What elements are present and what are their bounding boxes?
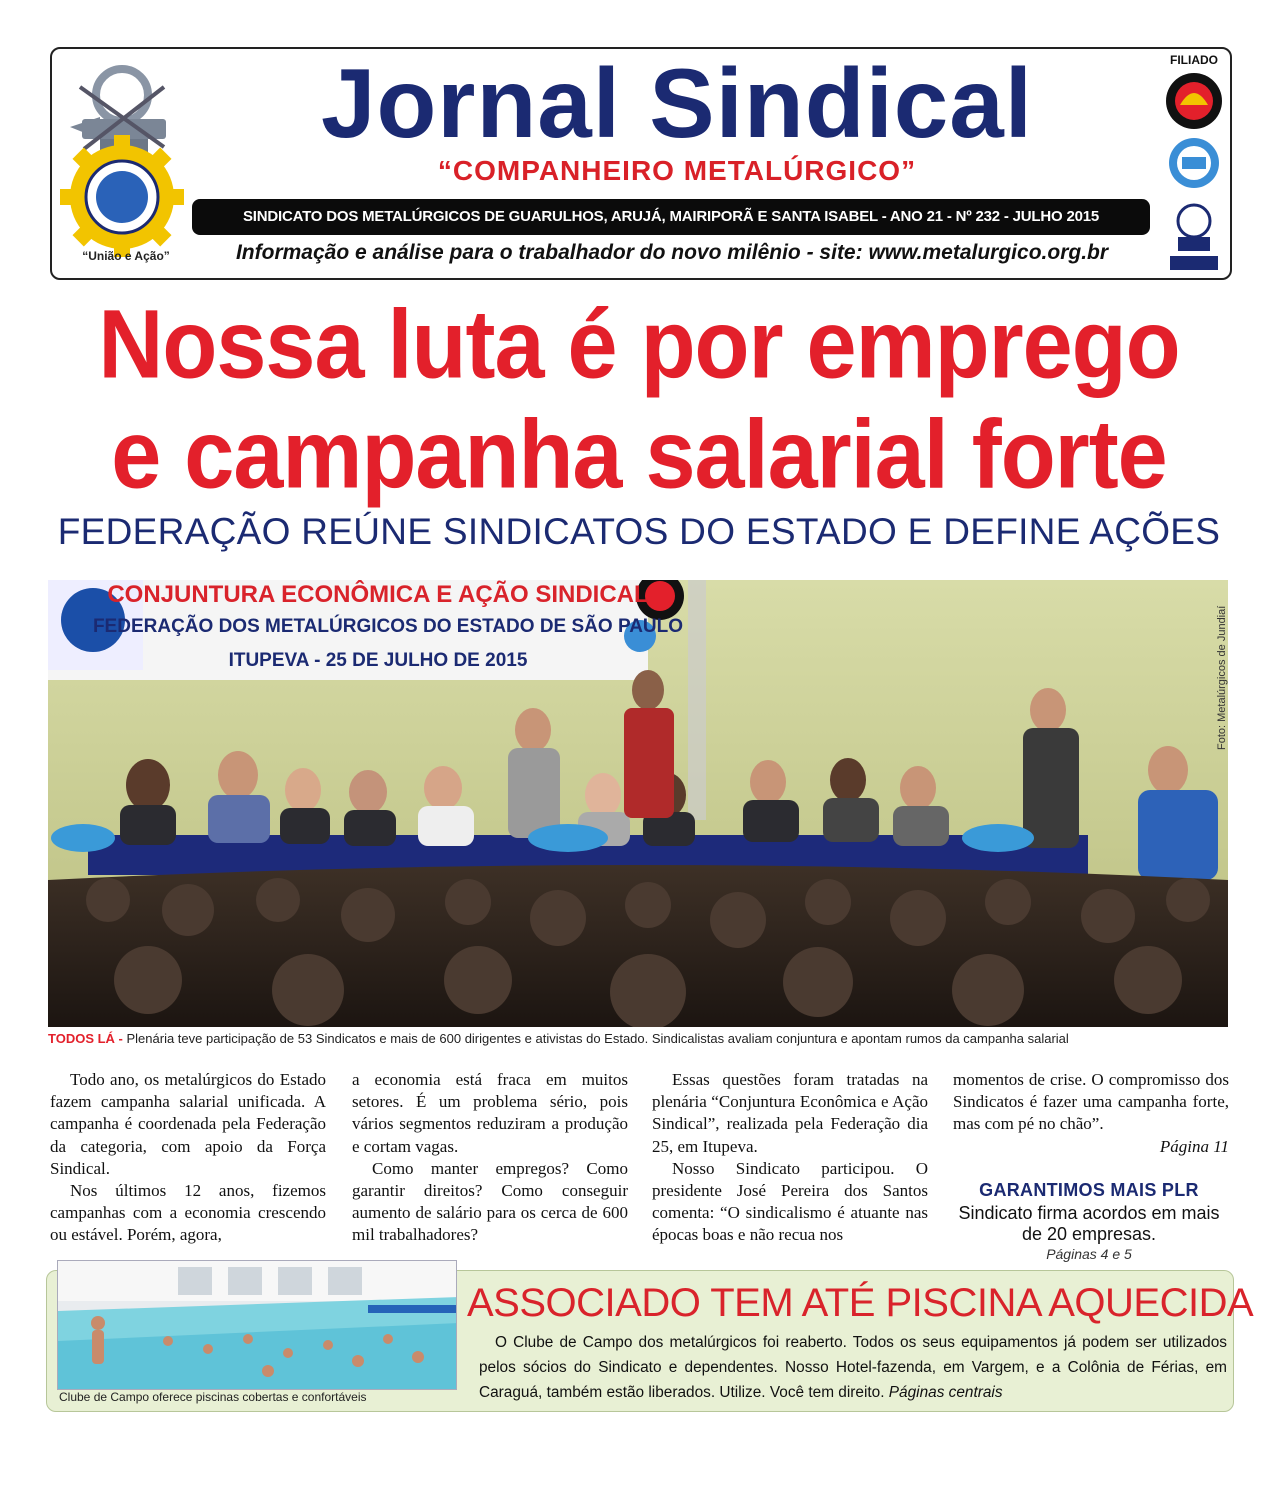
paragraph: Como manter empregos? Como garantir direitos? Como conseguir aumento de salário para os cerca de 600 mil trabalhadores?	[352, 1158, 628, 1245]
pool-photo-caption: Clube de Campo oferece piscinas cobertas e confortáveis	[59, 1390, 367, 1404]
headline-line-2: e campanha salarial forte	[111, 401, 1167, 510]
paragraph: Todo ano, os metalúrgicos do Estado fazem campanha salarial unificada. A campanha é coordenada pela Federação da categoria, com apoio da Força Sindical.	[50, 1070, 326, 1178]
caption-text: Plenária teve participação de 53 Sindicatos e mais de 600 dirigentes e ativistas do Estado. Sindicalistas avaliam conjuntura e apontam rumos da campanha salarial	[126, 1031, 1069, 1046]
page-reference: Página 11	[1159, 1136, 1229, 1156]
main-photo	[48, 580, 1228, 1027]
photo-caption	[48, 1031, 1230, 1046]
affiliations	[1158, 51, 1230, 277]
plr-title: GARANTIMOS MAIS PLR	[979, 1180, 1199, 1200]
masthead	[50, 47, 1232, 280]
pool-text-body: O Clube de Campo dos metalúrgicos foi reaberto. Todos os seus equipamentos já podem ser utilizados pelos sócios do Sindicato e dependentes. Nosso Hotel-fazenda, em Vargem, e a Colônia de Férias, em Caraguá, também estão liberados. Utilize. Você tem direito.	[479, 1334, 1227, 1401]
newspaper-title: Jornal Sindical	[320, 48, 1034, 158]
plr-page-reference: Páginas 4 e 5	[1046, 1246, 1132, 1262]
pool-headline: ASSOCIADO TEM ATÉ PISCINA AQUECIDA	[467, 1281, 1254, 1325]
photo-credit: Foto: Metalúrgicos de Jundiaí	[1216, 605, 1228, 750]
tagline: Informação e análise para o trabalhador do novo milênio - site: www.metalurgico.org.br	[235, 241, 1109, 264]
plr-teaser	[948, 1180, 1230, 1262]
pool-photo	[57, 1260, 457, 1390]
plenary-photo-illustration	[48, 580, 1228, 1027]
paragraph: Essas questões foram tratadas na plenária “Conjuntura Econômica e Ação Sindical”, realizada pela Federação dia 25, em Itupeva.	[652, 1070, 928, 1156]
paragraph: a economia está fraca em muitos setores. É um problema sério, pois vários segmentos reduziram a produção e cortam vagas.	[352, 1070, 628, 1156]
article-column-3	[652, 1069, 928, 1247]
headline-deck: FEDERAÇÃO REÚNE SINDICATOS DO ESTADO E DEFINE AÇÕES	[57, 511, 1221, 552]
paragraph: momentos de crise. O compromisso dos Sindicatos é fazer uma campanha forte, mas com pé no chão”.	[953, 1070, 1229, 1134]
article-column-4	[953, 1069, 1229, 1158]
newspaper-subtitle: “COMPANHEIRO METALÚRGICO”	[437, 155, 917, 186]
paragraph: Nos últimos 12 anos, fizemos campanhas com a economia crescendo ou estável. Porém, agora,	[50, 1181, 326, 1245]
plr-text: Sindicato firma acordos em mais de 20 empresas.	[958, 1203, 1220, 1244]
banner-text-line-2: FEDERAÇÃO DOS METALÚRGICOS DO ESTADO DE SÃO PAULO	[92, 616, 684, 637]
headline-line-1: Nossa luta é por emprego	[98, 291, 1180, 400]
union-info-bar: SINDICATO DOS METALÚRGICOS DE GUARULHOS, ARUJÁ, MAIRIPORÃ E SANTA ISABEL - ANO 21 - Nº 232 - JULHO 2015	[192, 199, 1150, 235]
article-column-2	[352, 1069, 628, 1247]
affiliated-label: FILIADO	[1170, 53, 1218, 67]
pool-page-reference: Páginas centrais	[888, 1384, 1003, 1401]
pool-text	[479, 1330, 1227, 1405]
union-motto: “União e Ação”	[82, 249, 170, 263]
pool-feature-box	[46, 1270, 1254, 1412]
forca-sindical-logo-icon	[1158, 51, 1230, 277]
banner-text-line-3: ITUPEVA - 25 DE JULHO DE 2015	[228, 650, 528, 671]
banner-text-line-1: CONJUNTURA ECONÔMICA E AÇÃO SINDICAL	[107, 581, 649, 608]
pool-photo-illustration	[58, 1261, 457, 1390]
union-logo-gear-icon	[60, 57, 190, 257]
paragraph: Nosso Sindicato participou. O presidente José Pereira dos Santos comenta: “O sindicalismo é atuante nas épocas boas e não recua nos	[652, 1158, 928, 1245]
article-column-1	[50, 1069, 326, 1247]
caption-lead: TODOS LÁ -	[48, 1031, 127, 1046]
main-headline	[48, 290, 1230, 510]
